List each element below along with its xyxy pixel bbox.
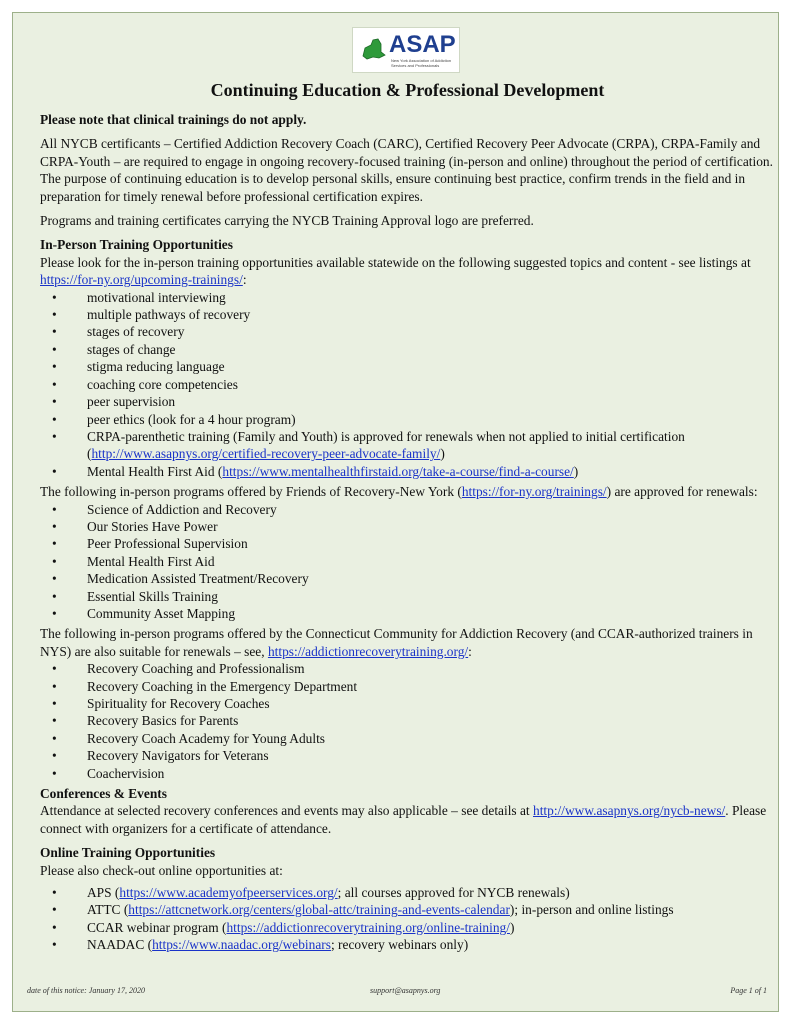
crpa-family-link[interactable]: http://www.asapnys.org/certified-recovery-peer-advocate-family/	[91, 446, 441, 462]
list-item: • Recovery Coaching and Professionalism	[87, 660, 775, 677]
list-item: • Recovery Coach Academy for Young Adults	[87, 730, 775, 747]
attc-link[interactable]: https://attcnetwork.org/centers/global-attc/training-and-events-calendar	[128, 902, 510, 918]
list-item: • Recovery Basics for Parents	[87, 712, 775, 729]
list-item: • NAADAC (https://www.naadac.org/webinars; recovery webinars only)	[87, 936, 775, 953]
list-item: • peer supervision	[87, 393, 775, 410]
list-item: • Mental Health First Aid (https://www.mentalhealthfirstaid.org/take-a-course/find-a-course/)	[87, 463, 775, 480]
asap-logo	[352, 27, 460, 73]
list-item: • Spirituality for Recovery Coaches	[87, 695, 775, 712]
online-list	[40, 884, 775, 954]
conferences-paragraph: Attendance at selected recovery conferences and events may also applicable – see details at http://www.asapnys.org/nycb-news/. Please connect with organizers for a certificate of attendance.	[40, 803, 767, 836]
forny-lead: The following in-person programs offered by Friends of Recovery-New York (https://for-ny.org/trainings/) are approved for renewals:	[40, 484, 758, 500]
list-item: • CRPA-parenthetic training (Family and Youth) is approved for renewals when not applied to initial certification (http://www.asapnys.org/certified-recovery-peer-advocate-family/)	[87, 428, 775, 463]
list-item: • Mental Health First Aid	[87, 553, 775, 570]
document-page	[12, 12, 779, 1012]
naadac-link[interactable]: https://www.naadac.org/webinars	[152, 937, 331, 953]
list-item: • Essential Skills Training	[87, 588, 775, 605]
online-heading: Online Training Opportunities	[40, 845, 216, 861]
aps-link[interactable]: https://www.academyofpeerservices.org/	[119, 885, 338, 901]
preferred-paragraph: Programs and training certificates carrying the NYCB Training Approval logo are preferred.	[40, 213, 534, 229]
list-item: • CCAR webinar program (https://addictionrecoverytraining.org/online-training/)	[87, 919, 775, 936]
list-item: • Recovery Coaching in the Emergency Department	[87, 678, 775, 695]
ccar-webinar-link[interactable]: https://addictionrecoverytraining.org/online-training/	[226, 919, 510, 935]
new-york-state-icon	[359, 36, 387, 64]
conferences-heading: Conferences & Events	[40, 786, 167, 802]
list-item: • coaching core competencies	[87, 376, 775, 393]
list-item: • multiple pathways of recovery	[87, 306, 775, 323]
online-lead: Please also check-out online opportunities at:	[40, 862, 283, 878]
page-title: Continuing Education & Professional Development	[210, 80, 605, 100]
in-person-lead: Please look for the in-person training opportunities available statewide on the following suggested topics and content - see listings at https://for-ny.org/upcoming-trainings/:	[40, 254, 751, 288]
list-item: • Community Asset Mapping	[87, 605, 775, 622]
list-item: • ATTC (https://attcnetwork.org/centers/global-attc/training-and-events-calendar); in-person and online listings	[87, 901, 775, 918]
topics-list	[40, 289, 775, 480]
support-email: support@asapnys.org	[370, 986, 441, 995]
nycb-news-link[interactable]: http://www.asapnys.org/nycb-news/	[533, 803, 726, 819]
list-item: • stages of change	[87, 341, 775, 358]
list-item: • Coachervision	[87, 765, 775, 782]
list-item: • motivational interviewing	[87, 289, 775, 306]
list-item: • Our Stories Have Power	[87, 518, 775, 535]
forny-trainings-link[interactable]: https://for-ny.org/trainings/	[461, 484, 607, 500]
document-body	[40, 79, 775, 957]
ccar-list	[40, 660, 775, 782]
list-item: • Peer Professional Supervision	[87, 535, 775, 552]
list-item: • Recovery Navigators for Veterans	[87, 747, 775, 764]
in-person-heading: In-Person Training Opportunities	[40, 237, 233, 253]
logo-text: ASAP	[389, 31, 456, 58]
clinical-note: Please note that clinical trainings do not apply.	[40, 112, 307, 127]
ccar-lead: The following in-person programs offered by the Connecticut Community for Addiction Recovery (and CCAR-authorized trainers in NYS) are also suitable for renewals – see, https://addictionrecoverytraining.org/:	[40, 626, 753, 659]
ccar-training-link[interactable]: https://addictionrecoverytraining.org/	[267, 643, 469, 659]
page-number: Page 1 of 1	[730, 986, 767, 995]
upcoming-trainings-link[interactable]: https://for-ny.org/upcoming-trainings/	[40, 272, 243, 288]
list-item: • Medication Assisted Treatment/Recovery	[87, 570, 775, 587]
list-item: • stages of recovery	[87, 323, 775, 340]
list-item: • peer ethics (look for a 4 hour program)	[87, 411, 775, 428]
list-item: • stigma reducing language	[87, 358, 775, 375]
list-item: • APS (https://www.academyofpeerservices.org/; all courses approved for NYCB renewals)	[87, 884, 775, 901]
forny-list	[40, 501, 775, 623]
notice-date: date of this notice: January 17, 2020	[27, 986, 145, 995]
intro-paragraph: All NYCB certificants – Certified Addiction Recovery Coach (CARC), Certified Recovery Peer Advocate (CRPA), CRPA-Family and CRPA-Youth – are required to engage in ongoing recovery-focused training (in-person and online) throughout the period of certification. The purpose of continuing education is to develop personal skills, ensure continuing best practice, confirm trends in the field and in preparation for timely renewal before professional certification expires.	[40, 136, 773, 204]
mhfa-link[interactable]: https://www.mentalhealthfirstaid.org/take-a-course/find-a-course/	[222, 463, 574, 479]
list-item: • Science of Addiction and Recovery	[87, 501, 775, 518]
logo-tagline: New York Association of Addiction Services and Professionals	[391, 58, 452, 68]
